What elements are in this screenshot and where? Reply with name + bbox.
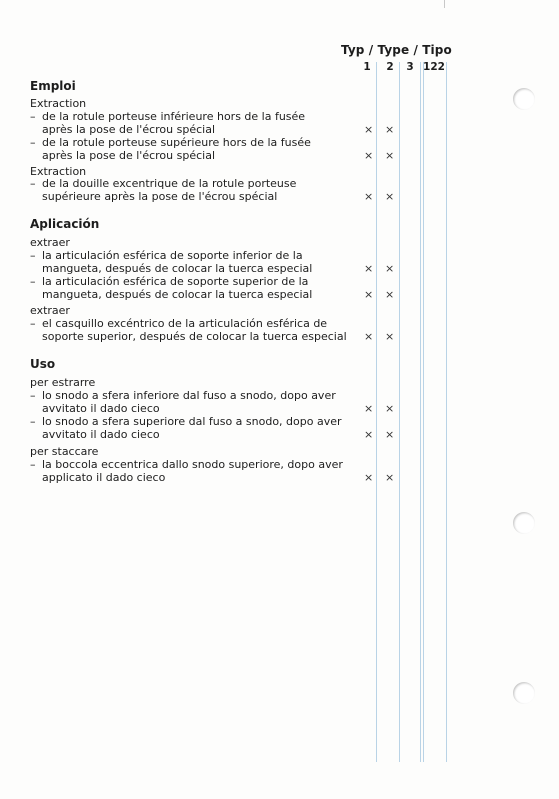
group-label: extraer	[30, 304, 70, 317]
group-label: per estrarre	[30, 376, 96, 389]
item-line: mangueta, después de colocar la tuerca especial	[42, 262, 313, 275]
mark-type-2: ×	[385, 288, 395, 301]
section-title-fr: Emploi	[30, 79, 76, 93]
bullet-dash: –	[30, 177, 36, 190]
section-title-es: Aplicación	[30, 217, 100, 231]
bullet-dash: –	[30, 317, 36, 330]
column-header-2: 2	[386, 61, 394, 73]
type-header: Typ / Type / Tipo	[341, 43, 452, 57]
item-line: après la pose de l'écrou spécial	[42, 149, 216, 162]
bullet-dash: –	[30, 136, 36, 149]
item-line: la boccola eccentrica dallo snodo superiore, dopo aver	[42, 458, 343, 471]
column-divider	[376, 62, 377, 762]
column-header-1: 1	[363, 61, 371, 73]
top-tick-mark	[444, 0, 445, 8]
bullet-dash: –	[30, 275, 36, 288]
item-line: soporte superior, después de colocar la tuerca especial	[42, 330, 347, 343]
mark-type-1: ×	[364, 471, 374, 484]
item-line: de la rotule porteuse supérieure hors de la fusée	[42, 136, 311, 149]
column-divider	[446, 62, 447, 762]
mark-type-1: ×	[364, 149, 374, 162]
mark-type-1: ×	[364, 428, 374, 441]
mark-type-2: ×	[385, 149, 395, 162]
mark-type-2: ×	[385, 123, 395, 136]
mark-type-2: ×	[385, 262, 395, 275]
item-line: de la douille excentrique de la rotule porteuse	[42, 177, 297, 190]
column-divider	[423, 62, 424, 762]
item-line: mangueta, después de colocar la tuerca especial	[42, 288, 313, 301]
group-label: extraer	[30, 236, 70, 249]
bullet-dash: –	[30, 458, 36, 471]
mark-type-1: ×	[364, 123, 374, 136]
column-header-122: 122	[423, 61, 445, 73]
item-line: la articulación esférica de soporte superior de la	[42, 275, 309, 288]
mark-type-2: ×	[385, 190, 395, 203]
item-line: avvitato il dado cieco	[42, 402, 160, 415]
mark-type-1: ×	[364, 288, 374, 301]
mark-type-2: ×	[385, 330, 395, 343]
column-header-3: 3	[406, 61, 414, 73]
item-line: lo snodo a sfera inferiore dal fuso a snodo, dopo aver	[42, 389, 336, 402]
binder-hole	[513, 682, 535, 704]
column-divider	[399, 62, 400, 762]
group-label: Extraction	[30, 165, 87, 178]
mark-type-1: ×	[364, 402, 374, 415]
mark-type-2: ×	[385, 428, 395, 441]
column-divider	[420, 62, 421, 762]
section-title-it: Uso	[30, 357, 56, 371]
group-label: Extraction	[30, 97, 87, 110]
group-label: per staccare	[30, 445, 99, 458]
bullet-dash: –	[30, 249, 36, 262]
mark-type-2: ×	[385, 402, 395, 415]
bullet-dash: –	[30, 389, 36, 402]
item-line: el casquillo excéntrico de la articulación esférica de	[42, 317, 328, 330]
item-line: la articulación esférica de soporte inferior de la	[42, 249, 303, 262]
item-line: supérieure après la pose de l'écrou spécial	[42, 190, 278, 203]
mark-type-2: ×	[385, 471, 395, 484]
mark-type-1: ×	[364, 330, 374, 343]
binder-hole	[513, 512, 535, 534]
mark-type-1: ×	[364, 262, 374, 275]
mark-type-1: ×	[364, 190, 374, 203]
binder-hole	[513, 88, 535, 110]
bullet-dash: –	[30, 415, 36, 428]
item-line: avvitato il dado cieco	[42, 428, 160, 441]
item-line: de la rotule porteuse inférieure hors de la fusée	[42, 110, 306, 123]
bullet-dash: –	[30, 110, 36, 123]
item-line: applicato il dado cieco	[42, 471, 166, 484]
item-line: après la pose de l'écrou spécial	[42, 123, 216, 136]
item-line: lo snodo a sfera superiore dal fuso a snodo, dopo aver	[42, 415, 342, 428]
